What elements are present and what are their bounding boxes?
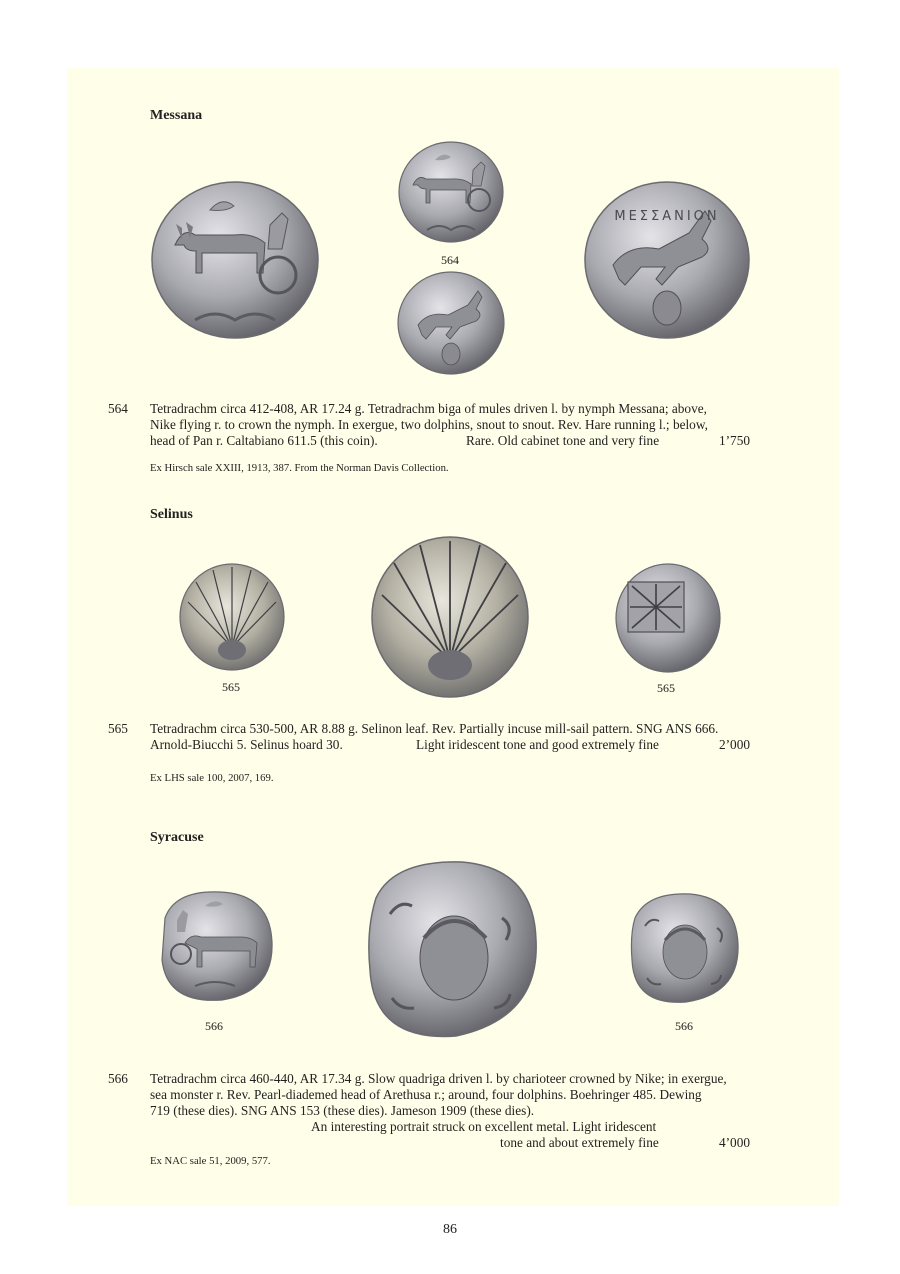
coin-566-obverse [155, 888, 277, 1004]
lot-provenance: Ex NAC sale 51, 2009, 577. [150, 1155, 271, 1167]
lot-grade: Rare. Old cabinet tone and very fine [466, 433, 660, 448]
lot-grade-line-2: tone and about extremely fine [500, 1135, 659, 1150]
coin-caption: 565 [222, 680, 240, 694]
coin-caption: 565 [657, 681, 675, 695]
desc-line: sea monster r. Rev. Pearl-diademed head of Arethusa r.; around, four dolphins. Boehringer 485. Dewing [150, 1087, 702, 1102]
lot-number: 565 [108, 721, 128, 736]
desc-line: 719 (these dies). SNG ANS 153 (these dies). Jameson 1909 (these dies). [150, 1103, 535, 1118]
lot-grade: Light iridescent tone and good extremely fine [416, 737, 659, 752]
coin-565-obverse-small [178, 562, 286, 672]
coin-564-reverse-large [583, 180, 751, 340]
coin-legend: ΜΕΣΣΑΝΙΟΝ [614, 209, 720, 224]
lot-number: 564 [108, 401, 128, 416]
lot-price: 1’750 [718, 433, 750, 448]
section-heading-messana: Messana [150, 108, 203, 123]
coin-564-obverse-large [150, 180, 320, 340]
coin-565-reverse [614, 562, 722, 674]
lot-number: 566 [108, 1071, 128, 1086]
page-number: 86 [443, 1222, 457, 1237]
coin-caption: 566 [205, 1019, 223, 1033]
coin-caption: 564 [441, 253, 459, 267]
lot-description [150, 401, 750, 449]
coin-564-reverse-small [396, 270, 506, 376]
desc-line: Tetradrachm circa 460-440, AR 17.34 g. Slow quadriga driven l. by charioteer crowned by Nike; in exergue, [150, 1071, 727, 1086]
desc-line: Arnold-Biucchi 5. Selinus hoard 30. [150, 737, 343, 752]
desc-line: head of Pan r. Caltabiano 611.5 (this coin). [150, 433, 378, 448]
lot-price: 4’000 [718, 1135, 750, 1150]
section-heading-selinus: Selinus [150, 507, 193, 522]
lot-provenance: Ex LHS sale 100, 2007, 169. [150, 772, 274, 784]
coin-566-reverse-large [362, 858, 542, 1044]
desc-line: Tetradrachm circa 412-408, AR 17.24 g. Tetradrachm biga of mules driven l. by nymph Messana; above, [150, 401, 707, 416]
lot-description [150, 1071, 750, 1119]
section-heading-syracuse: Syracuse [150, 830, 204, 845]
desc-line: Nike flying r. to crown the nymph. In exergue, two dolphins, snout to snout. Rev. Hare running l.; below, [150, 417, 708, 432]
desc-line: Tetradrachm circa 530-500, AR 8.88 g. Selinon leaf. Rev. Partially incuse mill-sail pattern. SNG ANS 666. [150, 721, 719, 736]
coin-565-obverse-large [370, 535, 530, 699]
lot-grade-line-1: An interesting portrait struck on excellent metal. Light iridescent [311, 1119, 657, 1134]
lot-price: 2’000 [718, 737, 750, 752]
lot-provenance: Ex Hirsch sale XXIII, 1913, 387. From the Norman Davis Collection. [150, 462, 449, 474]
coin-564-obverse-small [397, 140, 505, 244]
coin-566-reverse-small [627, 890, 745, 1006]
coin-caption: 566 [675, 1019, 693, 1033]
